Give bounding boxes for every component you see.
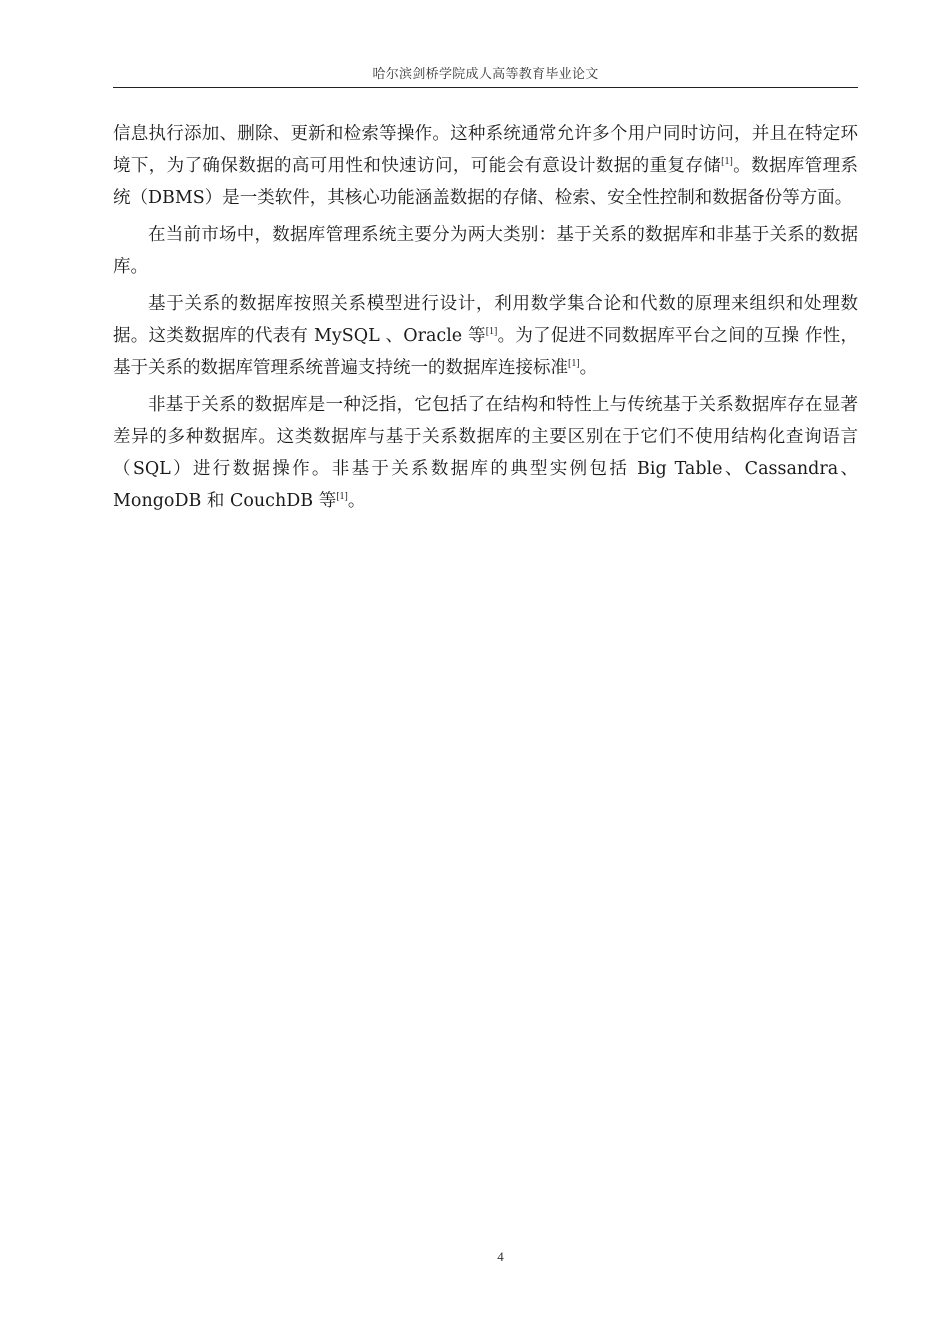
page-number: 4 (497, 1249, 504, 1264)
citation-ref: [1] (336, 491, 348, 503)
header-divider (113, 87, 858, 88)
paragraph-text: 在当前市场中，数据库管理系统主要分为两大类别：基于关系的数据库和非基于关系的数据库。 (113, 225, 858, 277)
paragraph-3 (113, 288, 858, 384)
paragraph-text: 非基于关系的数据库是一种泛指，它包括了在结构和特性上与传统基于关系数据库存在显著差异的多种数据库。这类数据库与基于关系数据库的主要区别在于它们不使用结构化查询语言（SQL）进行数据操作。非基于关系数据库的典型实例包括 Big Table、Cassandra、 MongoDB 和 CouchDB 等 (113, 395, 858, 511)
paragraph-1 (113, 118, 858, 214)
citation-ref: [1] (568, 358, 580, 370)
paragraph-text: 。 (347, 491, 366, 511)
paragraph-text: 。 (579, 358, 598, 378)
paragraph-text: 信息执行添加、删除、更新和检索等操作。这种系统通常允许多个用户同时访问，并且在特定环境下，为了确保数据的高可用性和快速访问，可能会有意设计数据的重复存储 (113, 124, 858, 176)
paragraph-2 (113, 219, 858, 283)
citation-ref: [1] (721, 156, 733, 168)
paragraph-4 (113, 389, 858, 517)
body-text (113, 118, 858, 522)
page-header-title: 哈尔滨剑桥学院成人高等教育毕业论文 (372, 67, 599, 82)
paragraph-text: 。为了促进不同数据库平台之间的互操 作性，基于关系的数据库管理系统普遍支持统一的数据库连接标准 (113, 326, 858, 378)
paragraph-text: 基于关系的数据库按照关系模型进行设计，利用数学集合论和代数的原理来组织和处理数据。这类数据库的代表有 MySQL 、Oracle 等 (113, 294, 858, 346)
citation-ref: [1] (485, 326, 498, 338)
paragraph-text: 。数据库管理系统（DBMS）是一类软件，其核心功能涵盖数据的存储、检索、安全性控制和数据备份等方面。 (113, 156, 858, 208)
